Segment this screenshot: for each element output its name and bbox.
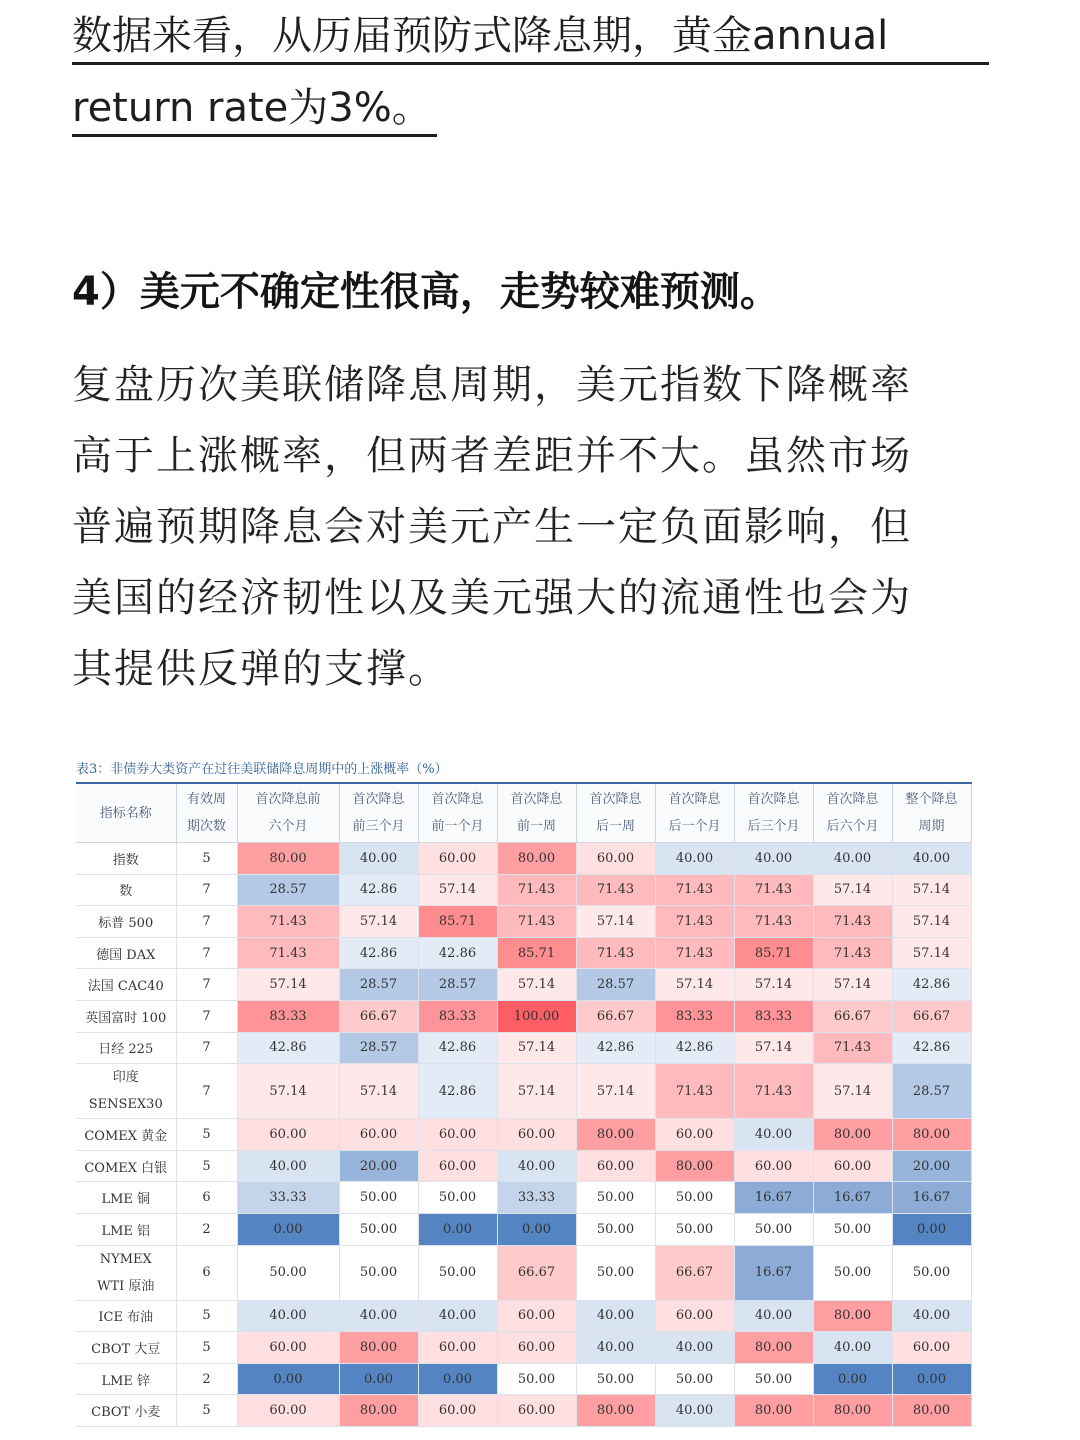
value-cell: 57.14 — [892, 906, 971, 938]
value-cell: 60.00 — [734, 1150, 813, 1182]
row-name-line: ICE 布油 — [98, 1310, 154, 1326]
value-cell: 28.57 — [576, 969, 655, 1001]
value-cell: 40.00 — [237, 1300, 339, 1332]
row-name-line: CBOT 小麦 — [91, 1405, 161, 1421]
value-cell: 80.00 — [813, 1119, 892, 1151]
value-cell: 57.14 — [339, 1064, 418, 1119]
header-line: 首次降息前 — [255, 792, 321, 807]
row-name-line: 数 — [119, 884, 133, 900]
value-cell: 71.43 — [655, 906, 734, 938]
value-cell: 50.00 — [576, 1363, 655, 1395]
value-cell: 0.00 — [892, 1213, 971, 1245]
value-cell: 60.00 — [237, 1395, 339, 1427]
row-name-cell — [76, 1363, 176, 1395]
row-count-cell: 5 — [176, 843, 237, 875]
table-row — [76, 1300, 971, 1332]
value-cell: 80.00 — [892, 1395, 971, 1427]
row-name-cell — [76, 1395, 176, 1427]
value-cell: 16.67 — [734, 1182, 813, 1214]
row-count-cell: 7 — [176, 969, 237, 1001]
value-cell: 0.00 — [497, 1213, 576, 1245]
value-cell: 80.00 — [734, 1332, 813, 1364]
row-name-line: LME 锌 — [101, 1373, 151, 1389]
row-name-cell — [76, 1064, 176, 1119]
value-cell: 50.00 — [655, 1213, 734, 1245]
row-count-cell: 7 — [176, 1064, 237, 1119]
value-cell: 40.00 — [655, 1332, 734, 1364]
value-cell: 71.43 — [655, 1064, 734, 1119]
value-cell: 71.43 — [237, 937, 339, 969]
value-cell: 57.14 — [497, 1032, 576, 1064]
value-cell: 83.33 — [655, 1000, 734, 1032]
value-cell: 71.43 — [655, 874, 734, 906]
value-cell: 57.14 — [576, 1064, 655, 1119]
table-row — [76, 906, 971, 938]
table-row — [76, 1000, 971, 1032]
table-header-cell — [576, 783, 655, 843]
value-cell: 80.00 — [576, 1119, 655, 1151]
value-cell: 60.00 — [418, 1150, 497, 1182]
row-name-line: 印度 — [112, 1070, 139, 1086]
value-cell: 0.00 — [813, 1363, 892, 1395]
header-line: 首次降息 — [352, 792, 405, 807]
value-cell: 0.00 — [418, 1363, 497, 1395]
article-line-underlined: 数据来看，从历届预防式降息期，黄金annual — [72, 10, 989, 65]
row-count-cell: 7 — [176, 1032, 237, 1064]
value-cell: 57.14 — [813, 969, 892, 1001]
table-row — [76, 1032, 971, 1064]
value-cell: 40.00 — [576, 1300, 655, 1332]
row-name-cell — [76, 1182, 176, 1214]
value-cell: 40.00 — [892, 1300, 971, 1332]
table-row — [76, 1064, 971, 1119]
table-row — [76, 1245, 971, 1300]
article-paragraph — [72, 350, 982, 705]
header-line: 前一个月 — [431, 819, 484, 834]
value-cell: 50.00 — [576, 1213, 655, 1245]
value-cell: 40.00 — [734, 843, 813, 875]
value-cell: 28.57 — [892, 1064, 971, 1119]
value-cell: 40.00 — [339, 1300, 418, 1332]
value-cell: 28.57 — [237, 874, 339, 906]
value-cell: 57.14 — [892, 874, 971, 906]
table-header-cell — [237, 783, 339, 843]
table-row — [76, 1119, 971, 1151]
value-cell: 80.00 — [237, 843, 339, 875]
value-cell: 50.00 — [497, 1363, 576, 1395]
header-line: 后三个月 — [747, 819, 800, 834]
value-cell: 0.00 — [892, 1363, 971, 1395]
row-name-cell — [76, 1119, 176, 1151]
table-header-cell — [76, 783, 176, 843]
value-cell: 60.00 — [237, 1119, 339, 1151]
section-heading: 4）美元不确定性很高，走势较难预测。 — [72, 269, 780, 315]
row-count-cell: 5 — [176, 1332, 237, 1364]
value-cell: 57.14 — [576, 906, 655, 938]
table-row — [76, 969, 971, 1001]
row-count-cell: 6 — [176, 1245, 237, 1300]
value-cell: 40.00 — [237, 1150, 339, 1182]
header-line: 周期 — [918, 819, 945, 834]
value-cell: 71.43 — [813, 937, 892, 969]
value-cell: 57.14 — [813, 874, 892, 906]
value-cell: 57.14 — [655, 969, 734, 1001]
value-cell: 57.14 — [813, 1064, 892, 1119]
value-cell: 60.00 — [576, 1150, 655, 1182]
header-line: 前三个月 — [352, 819, 405, 834]
row-name-line: LME 铝 — [101, 1223, 151, 1239]
value-cell: 40.00 — [576, 1332, 655, 1364]
table-row — [76, 1213, 971, 1245]
value-cell: 60.00 — [418, 1332, 497, 1364]
paragraph-line: 普遍预期降息会对美元产生一定负面影响，但 — [72, 504, 912, 550]
row-count-cell: 7 — [176, 906, 237, 938]
header-line: 前一周 — [516, 819, 556, 834]
row-name-cell — [76, 1332, 176, 1364]
row-count-cell: 2 — [176, 1363, 237, 1395]
row-name-cell — [76, 1150, 176, 1182]
table-header-cell — [813, 783, 892, 843]
value-cell: 50.00 — [339, 1213, 418, 1245]
value-cell: 57.14 — [734, 969, 813, 1001]
value-cell: 33.33 — [237, 1182, 339, 1214]
value-cell: 50.00 — [339, 1182, 418, 1214]
value-cell: 40.00 — [655, 843, 734, 875]
value-cell: 71.43 — [655, 937, 734, 969]
row-name-line: 德国 DAX — [96, 947, 156, 963]
value-cell: 57.14 — [339, 906, 418, 938]
row-name-cell — [76, 843, 176, 875]
value-cell: 80.00 — [497, 843, 576, 875]
value-cell: 50.00 — [655, 1363, 734, 1395]
value-cell: 50.00 — [734, 1213, 813, 1245]
row-name-cell — [76, 1245, 176, 1300]
value-cell: 85.71 — [497, 937, 576, 969]
row-name-cell — [76, 969, 176, 1001]
value-cell: 50.00 — [418, 1245, 497, 1300]
row-count-cell: 2 — [176, 1213, 237, 1245]
value-cell: 42.86 — [655, 1032, 734, 1064]
row-count-cell: 7 — [176, 937, 237, 969]
value-cell: 40.00 — [497, 1150, 576, 1182]
table-header-cell — [734, 783, 813, 843]
value-cell: 60.00 — [655, 1300, 734, 1332]
value-cell: 50.00 — [734, 1363, 813, 1395]
row-name-line: 英国富时 100 — [85, 1010, 167, 1026]
value-cell: 50.00 — [339, 1245, 418, 1300]
value-cell: 50.00 — [418, 1182, 497, 1214]
value-cell: 60.00 — [237, 1332, 339, 1364]
row-name-cell — [76, 1000, 176, 1032]
value-cell: 66.67 — [497, 1245, 576, 1300]
value-cell: 60.00 — [892, 1332, 971, 1364]
value-cell: 60.00 — [418, 1119, 497, 1151]
row-name-cell — [76, 1032, 176, 1064]
row-name-line: 标普 500 — [98, 915, 154, 931]
value-cell: 71.43 — [497, 874, 576, 906]
value-cell: 60.00 — [813, 1150, 892, 1182]
table-caption: 表3：非债券大类资产在过往美联储降息周期中的上涨概率（%） — [76, 762, 448, 777]
table-row — [76, 843, 971, 875]
value-cell: 40.00 — [813, 843, 892, 875]
value-cell: 60.00 — [497, 1332, 576, 1364]
value-cell: 57.14 — [418, 874, 497, 906]
row-name-line: 指数 — [112, 852, 139, 868]
row-name-line: CBOT 大豆 — [91, 1341, 161, 1357]
value-cell: 28.57 — [339, 1032, 418, 1064]
value-cell: 60.00 — [497, 1300, 576, 1332]
value-cell: 66.67 — [576, 1000, 655, 1032]
value-cell: 28.57 — [339, 969, 418, 1001]
row-name-cell — [76, 906, 176, 938]
value-cell: 42.86 — [576, 1032, 655, 1064]
row-name-line: WTI 原油 — [97, 1278, 155, 1294]
value-cell: 83.33 — [734, 1000, 813, 1032]
value-cell: 40.00 — [418, 1300, 497, 1332]
value-cell: 71.43 — [497, 906, 576, 938]
row-count-cell: 5 — [176, 1300, 237, 1332]
table-header-cell — [892, 783, 971, 843]
value-cell: 40.00 — [655, 1395, 734, 1427]
value-cell: 60.00 — [497, 1395, 576, 1427]
value-cell: 60.00 — [418, 1395, 497, 1427]
value-cell: 20.00 — [339, 1150, 418, 1182]
table-header-cell — [339, 783, 418, 843]
value-cell: 0.00 — [418, 1213, 497, 1245]
value-cell: 50.00 — [892, 1245, 971, 1300]
header-line: 期次数 — [186, 819, 226, 834]
row-name-line: 法国 CAC40 — [87, 979, 164, 995]
value-cell: 71.43 — [237, 906, 339, 938]
value-cell: 60.00 — [655, 1119, 734, 1151]
header-line: 首次降息 — [747, 792, 800, 807]
row-count-cell: 5 — [176, 1150, 237, 1182]
value-cell: 60.00 — [418, 843, 497, 875]
value-cell: 57.14 — [237, 1064, 339, 1119]
value-cell: 42.86 — [339, 874, 418, 906]
value-cell: 85.71 — [418, 906, 497, 938]
value-cell: 42.86 — [418, 1064, 497, 1119]
paragraph-line: 美国的经济韧性以及美元强大的流通性也会为 — [72, 575, 912, 621]
value-cell: 0.00 — [237, 1363, 339, 1395]
value-cell: 16.67 — [892, 1182, 971, 1214]
value-cell: 42.86 — [892, 969, 971, 1001]
value-cell: 71.43 — [813, 1032, 892, 1064]
value-cell: 40.00 — [339, 843, 418, 875]
value-cell: 100.00 — [497, 1000, 576, 1032]
value-cell: 83.33 — [418, 1000, 497, 1032]
table-row — [76, 874, 971, 906]
value-cell: 42.86 — [339, 937, 418, 969]
value-cell: 16.67 — [813, 1182, 892, 1214]
row-count-cell: 5 — [176, 1395, 237, 1427]
value-cell: 33.33 — [497, 1182, 576, 1214]
value-cell: 57.14 — [237, 969, 339, 1001]
value-cell: 50.00 — [655, 1182, 734, 1214]
value-cell: 66.67 — [339, 1000, 418, 1032]
header-line: 整个降息 — [905, 792, 958, 807]
value-cell: 60.00 — [339, 1119, 418, 1151]
probability-table-image — [76, 782, 971, 1427]
value-cell: 42.86 — [892, 1032, 971, 1064]
value-cell: 28.57 — [418, 969, 497, 1001]
value-cell: 57.14 — [892, 937, 971, 969]
value-cell: 71.43 — [576, 937, 655, 969]
header-line: 首次降息 — [826, 792, 879, 807]
value-cell: 0.00 — [339, 1363, 418, 1395]
value-cell: 20.00 — [892, 1150, 971, 1182]
row-name-cell — [76, 874, 176, 906]
row-name-line: 日经 225 — [98, 1042, 154, 1058]
row-name-line: COMEX 白银 — [84, 1160, 168, 1176]
value-cell: 50.00 — [576, 1182, 655, 1214]
paragraph-line: 高于上涨概率，但两者差距并不大。虽然市场 — [72, 433, 912, 479]
row-name-line: SENSEX30 — [88, 1097, 163, 1113]
table-row — [76, 1182, 971, 1214]
value-cell: 80.00 — [655, 1150, 734, 1182]
table-header-cell — [497, 783, 576, 843]
table-row — [76, 1395, 971, 1427]
row-count-cell: 6 — [176, 1182, 237, 1214]
value-cell: 83.33 — [237, 1000, 339, 1032]
table-header-cell — [418, 783, 497, 843]
value-cell: 42.86 — [418, 1032, 497, 1064]
table-row — [76, 1363, 971, 1395]
paragraph-line: 复盘历次美联储降息周期，美元指数下降概率 — [72, 362, 912, 408]
header-line: 首次降息 — [589, 792, 642, 807]
paragraph-line: 其提供反弹的支撑。 — [72, 646, 450, 692]
value-cell: 71.43 — [734, 874, 813, 906]
probability-table — [76, 782, 972, 1427]
value-cell: 85.71 — [734, 937, 813, 969]
value-cell: 42.86 — [418, 937, 497, 969]
value-cell: 40.00 — [813, 1332, 892, 1364]
row-name-cell — [76, 1213, 176, 1245]
value-cell: 66.67 — [655, 1245, 734, 1300]
article-line-underlined: return rate为3%。 — [72, 82, 437, 137]
table-row — [76, 1332, 971, 1364]
value-cell: 40.00 — [734, 1300, 813, 1332]
value-cell: 80.00 — [813, 1395, 892, 1427]
value-cell: 40.00 — [892, 843, 971, 875]
row-count-cell: 7 — [176, 874, 237, 906]
row-name-line: COMEX 黄金 — [84, 1128, 168, 1144]
value-cell: 42.86 — [237, 1032, 339, 1064]
row-count-cell: 5 — [176, 1119, 237, 1151]
value-cell: 60.00 — [497, 1119, 576, 1151]
value-cell: 80.00 — [734, 1395, 813, 1427]
value-cell: 71.43 — [734, 906, 813, 938]
table-header-cell — [176, 783, 237, 843]
value-cell: 80.00 — [576, 1395, 655, 1427]
value-cell: 0.00 — [237, 1213, 339, 1245]
row-name-cell — [76, 1300, 176, 1332]
value-cell: 16.67 — [734, 1245, 813, 1300]
header-line: 后一周 — [595, 819, 635, 834]
table-row — [76, 1150, 971, 1182]
header-line: 有效周 — [186, 792, 226, 807]
header-line: 后六个月 — [826, 819, 879, 834]
header-line: 首次降息 — [431, 792, 484, 807]
table-row — [76, 937, 971, 969]
value-cell: 57.14 — [497, 969, 576, 1001]
value-cell: 57.14 — [734, 1032, 813, 1064]
value-cell: 50.00 — [813, 1245, 892, 1300]
header-line: 首次降息 — [668, 792, 721, 807]
value-cell: 71.43 — [576, 874, 655, 906]
row-name-line: NYMEX — [99, 1251, 152, 1267]
row-name-cell — [76, 937, 176, 969]
value-cell: 50.00 — [813, 1213, 892, 1245]
value-cell: 71.43 — [813, 906, 892, 938]
value-cell: 66.67 — [813, 1000, 892, 1032]
value-cell: 80.00 — [339, 1332, 418, 1364]
header-line: 后一个月 — [668, 819, 721, 834]
header-line: 六个月 — [268, 819, 308, 834]
value-cell: 66.67 — [892, 1000, 971, 1032]
value-cell: 57.14 — [497, 1064, 576, 1119]
table-header-cell — [655, 783, 734, 843]
row-count-cell: 7 — [176, 1000, 237, 1032]
value-cell: 40.00 — [734, 1119, 813, 1151]
value-cell: 50.00 — [237, 1245, 339, 1300]
header-line: 指标名称 — [99, 805, 152, 821]
value-cell: 71.43 — [734, 1064, 813, 1119]
header-line: 首次降息 — [510, 792, 563, 807]
value-cell: 50.00 — [576, 1245, 655, 1300]
value-cell: 80.00 — [813, 1300, 892, 1332]
value-cell: 60.00 — [576, 843, 655, 875]
value-cell: 80.00 — [339, 1395, 418, 1427]
value-cell: 80.00 — [892, 1119, 971, 1151]
row-name-line: LME 铜 — [101, 1192, 151, 1208]
